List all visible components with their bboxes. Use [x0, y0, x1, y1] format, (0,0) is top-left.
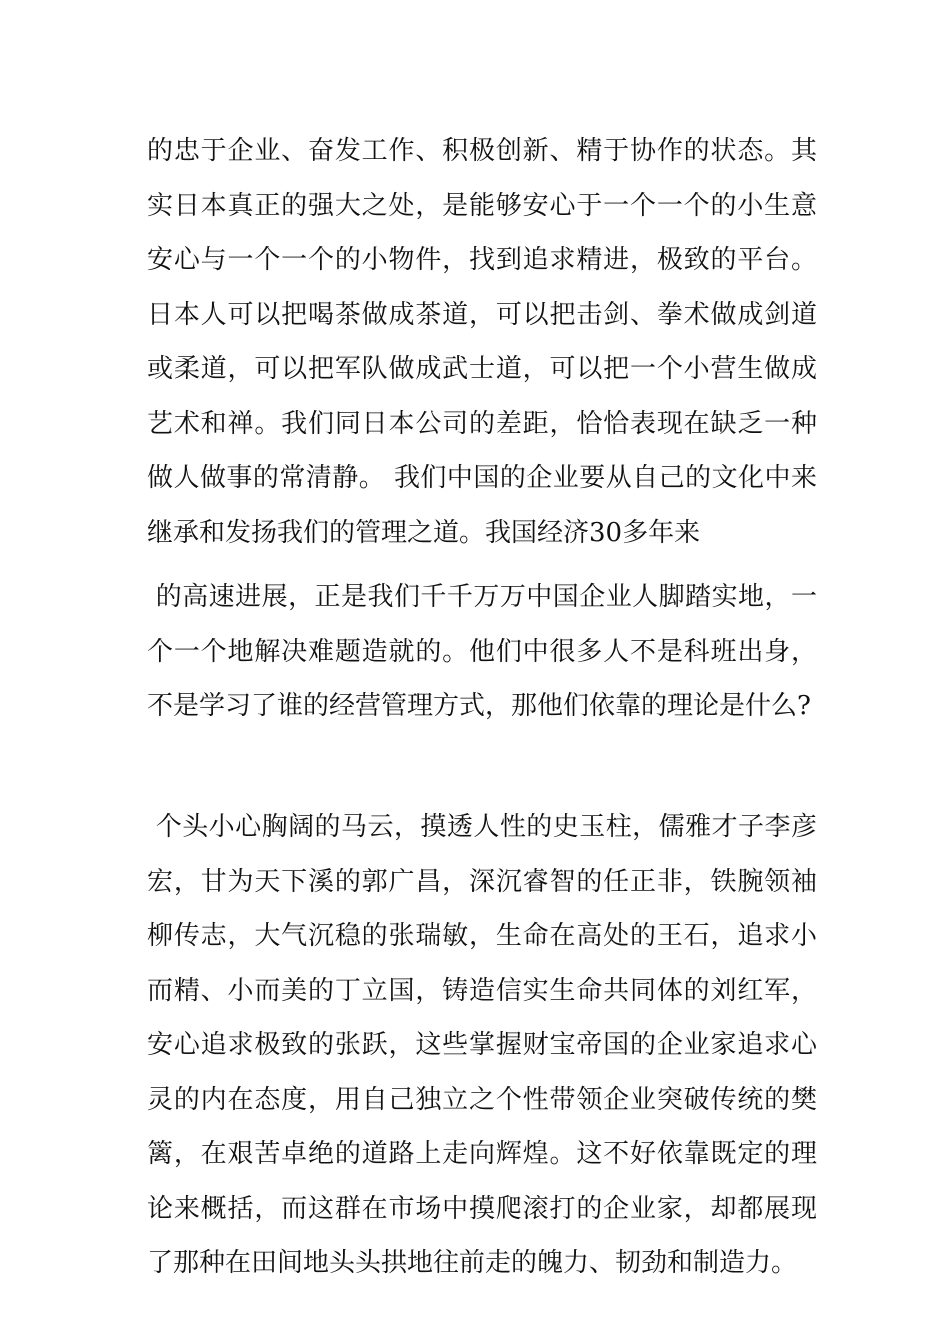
paragraph-1: 的忠于企业、奋发工作、积极创新、精于协作的状态。其实日本真正的强大之处，是能够安心于一个一个的小生意安心与一个一个的小物件，找到追求精进，极致的平台。日本人可以把喝茶做成茶道，可以把击剑、拳术做成剑道或柔道，可以把军队做成武士道，可以把一个小营生做成艺术和禅。我们同日本公司的差距，恰恰表现在缺乏一种做人做事的常清静。 我们中国的企业要从自己的文化中来继承和发扬我们的管理之道。我国经济30多年来 — [147, 136, 817, 548]
paragraph-3: 个头小心胸阔的马云，摸透人性的史玉柱，儒雅才子李彦宏，甘为天下溪的郭广昌，深沉睿智的任正非，铁腕领袖柳传志，大气沉稳的张瑞敏，生命在高处的王石，追求小而精、小而美的丁立国，铸造信实生命共同体的刘红军，安心追求极致的张跃，这些掌握财宝帝国的企业家追求心灵的内在态度，用自己独立之个性带领企业突破传统的樊篱，在艰苦卓绝的道路上走向辉煌。这不好依靠既定的理论来概括，而这群在市场中摸爬滚打的企业家，却都展现了那种在田间地头头拱地往前走的魄力、韧劲和制造力。 — [147, 812, 817, 1278]
paragraph-2: 的高速进展，正是我们千千万万中国企业人脚踏实地，一个一个地解决难题造就的。他们中很多人不是科班出身，不是学习了谁的经营管理方式，那他们依靠的理论是什么? — [147, 582, 817, 721]
